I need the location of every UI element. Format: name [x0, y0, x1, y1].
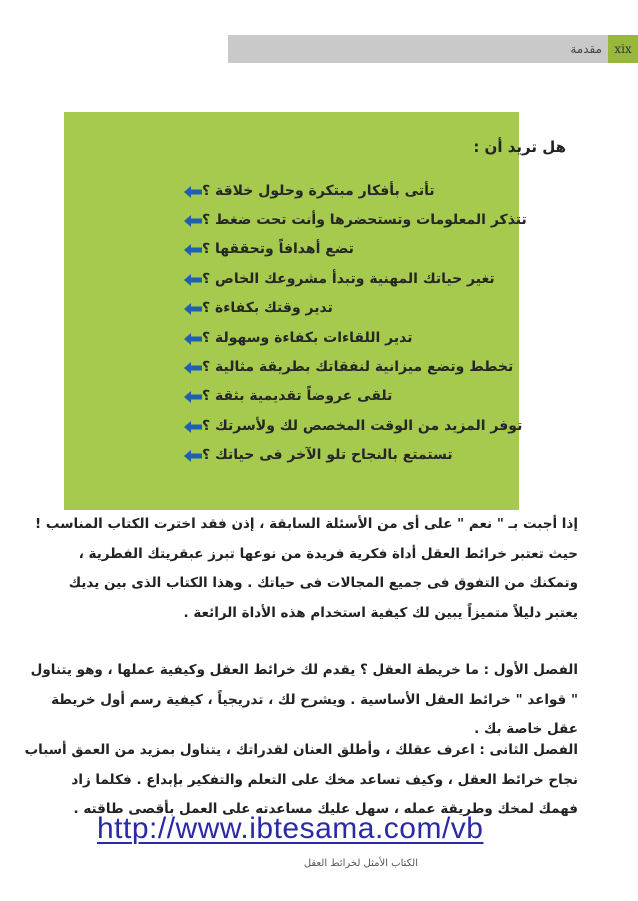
- paragraph-line: إذا أجبت بـ " نعم " على أى من الأسئلة السابقة ، إذن فقد اخترت الكتاب المناسب !: [35, 516, 578, 532]
- chapter-one-paragraph: [30, 656, 578, 745]
- paragraph-line: عقل خاصة بك .: [474, 721, 578, 737]
- question-text: تغير حياتك المهنية وتبدأ مشروعك الخاص ؟: [202, 270, 495, 287]
- chapter-two-title: الفصل الثانى : اعرف عقلك ، وأطلق العنان لقدراتك: [235, 742, 578, 758]
- question-text: تأتى بأفكار مبتكرة وحلول خلاقة ؟: [202, 182, 435, 199]
- question-text: تخطط وتضع ميزانية لنفقاتك بطريقة مثالية ؟: [202, 359, 514, 376]
- arrow-left-icon: [184, 184, 202, 198]
- arrow-left-icon: [184, 360, 202, 374]
- paragraph-line: نجاح خرائط العقل ، وكيف تساعد مخك على التعلم والتفكير بإبداع . فكلما زاد: [71, 771, 578, 788]
- question-item: [172, 176, 572, 205]
- paragraph-line: [24, 736, 578, 766]
- questions-list: [172, 176, 572, 470]
- watermark-link[interactable]: http://www.ibtesama.com/vb: [97, 812, 484, 845]
- paragraph-line: فهمك لمخك وطريقة عمله ، سهل عليك مساعدته على العمل بأقصى طاقته .: [73, 801, 578, 817]
- question-text: توفر المزيد من الوقت المخصص لك ولأسرتك ؟: [202, 417, 523, 434]
- paragraph-line: وتمكنك من التفوق فى جميع المجالات فى حياتك . وهذا الكتاب الذى بين يديك: [68, 575, 578, 591]
- chapter-two-text: ، يتناول بمزيد من العمق أسباب: [24, 742, 236, 758]
- arrow-left-icon: [184, 331, 202, 345]
- question-item: [172, 294, 572, 323]
- paragraph-line: [30, 656, 578, 686]
- arrow-left-icon: [184, 419, 202, 433]
- box-heading: هل تريد أن :: [473, 138, 566, 156]
- question-text: تضع أهدافاً وتحققها ؟: [202, 241, 354, 258]
- arrow-left-icon: [184, 242, 202, 256]
- arrow-left-icon: [184, 272, 202, 286]
- question-item: [172, 382, 572, 411]
- question-text: تلقى عروضاً تقديمية بثقة ؟: [202, 388, 393, 405]
- arrow-left-icon: [184, 213, 202, 227]
- chapter-one-text: يقدم لك خرائط العقل وكيفية عملها ، وهو يتناول: [30, 662, 360, 678]
- question-text: تتذكر المعلومات وتستحضرها وأنت تحت ضغط ؟: [202, 212, 527, 229]
- question-item: [172, 441, 572, 470]
- header-bar: [228, 35, 638, 63]
- arrow-left-icon: [184, 389, 202, 403]
- question-item: [172, 235, 572, 264]
- paragraph-line: يعتبر دليلاً متميزاً يبين لك كيفية استخدام هذه الأداة الرائعة .: [183, 604, 578, 621]
- question-item: [172, 205, 572, 234]
- chapter-one-title: الفصل الأول : ما خريطة العقل ؟: [359, 662, 578, 678]
- arrow-left-icon: [184, 448, 202, 462]
- paragraph-line: " قواعد " خرائط العقل الأساسية . ويشرح لك ، تدريجياً ، كيفية رسم أول خريطة: [51, 691, 578, 708]
- question-item: [172, 264, 572, 293]
- question-item: [172, 323, 572, 352]
- question-item: [172, 411, 572, 440]
- paragraph-line: حيث تعتبر خرائط العقل أداة فكرية فريدة من نوعها تبرز عبقريتك الفطرية ،: [78, 545, 578, 562]
- section-title: مقدمة: [570, 42, 602, 56]
- footer-book-title: الكتاب الأمثل لخرائط العقل: [303, 858, 418, 869]
- arrow-left-icon: [184, 301, 202, 315]
- intro-paragraph: [35, 510, 578, 628]
- question-item: [172, 352, 572, 381]
- question-text: تدير وقتك بكفاءة ؟: [202, 300, 333, 317]
- question-text: تستمتع بالنجاح تلو الآخر فى حياتك ؟: [202, 447, 453, 464]
- page-number: xix: [608, 35, 638, 63]
- question-text: تدير اللقاءات بكفاءة وسهولة ؟: [202, 329, 413, 346]
